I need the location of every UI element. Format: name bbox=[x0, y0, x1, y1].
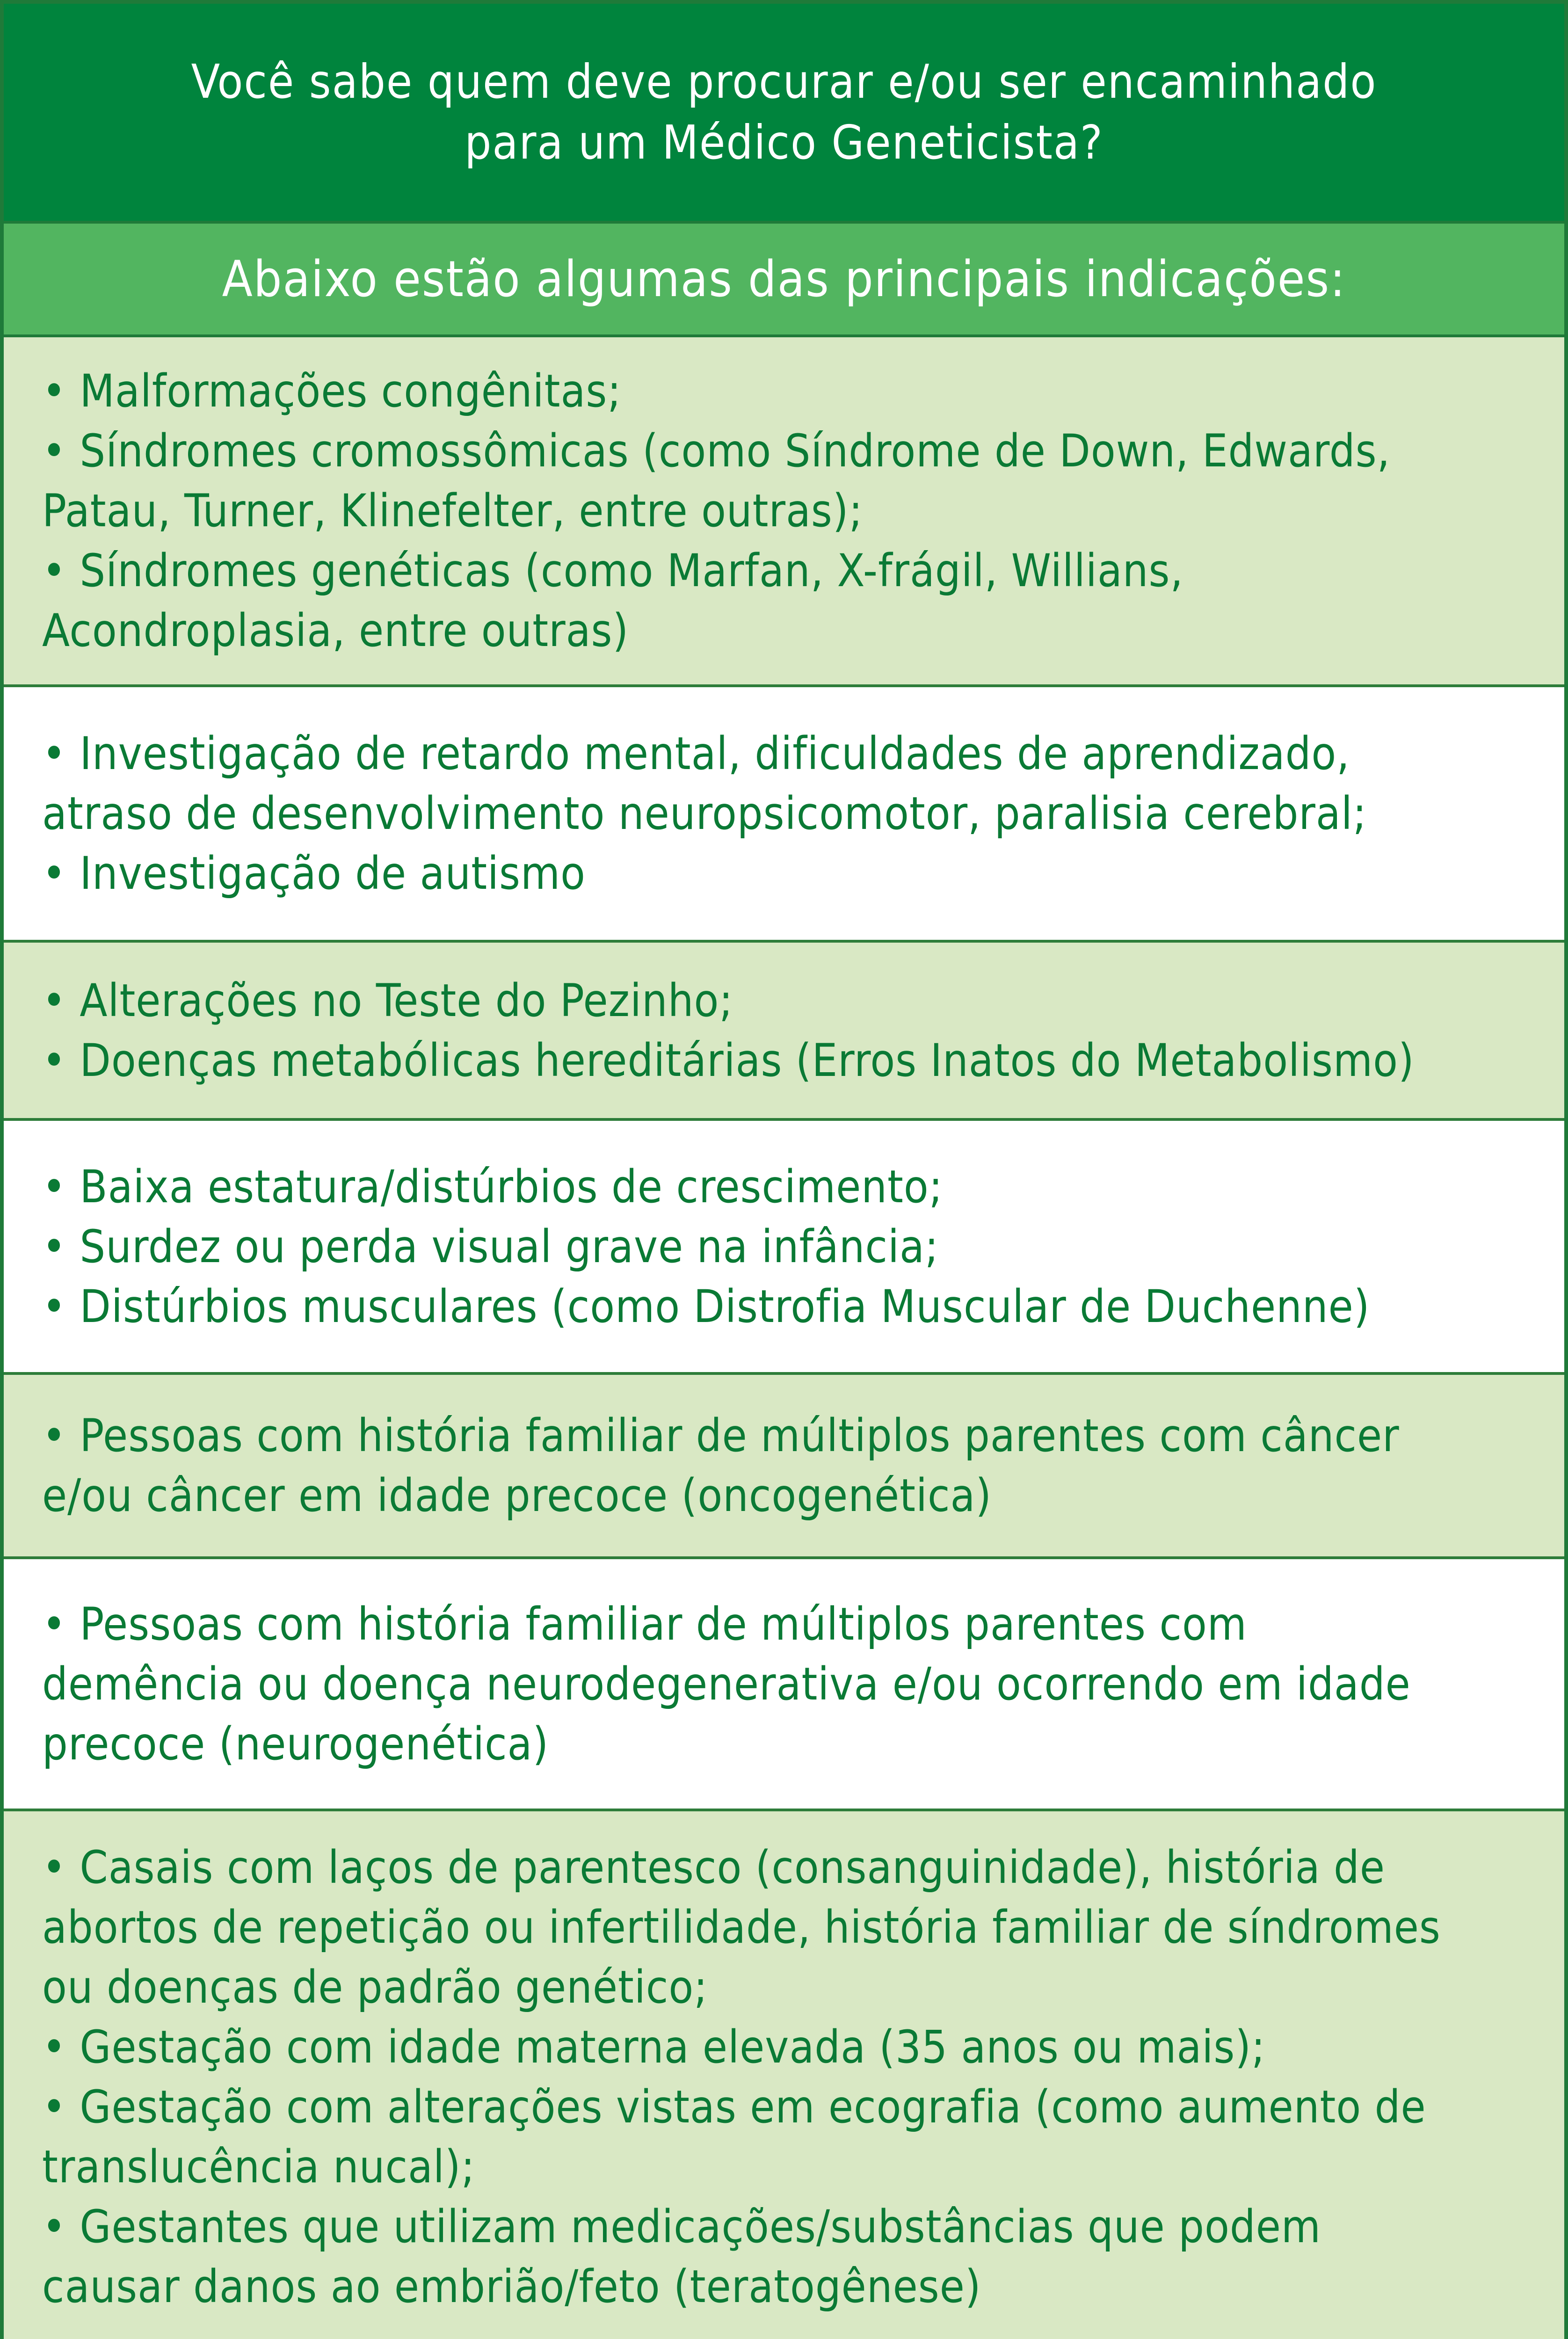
list-item-line: Acondroplasia, entre outras) bbox=[42, 604, 629, 657]
title-line-1: Você sabe quem deve procurar e/ou ser encaminhado bbox=[191, 54, 1377, 109]
list-item-line: precoce (neurogenética) bbox=[42, 1717, 549, 1770]
list-item-line: e/ou câncer em idade precoce (oncogenética) bbox=[42, 1469, 992, 1522]
list-item-line: translucência nucal); bbox=[42, 2140, 475, 2193]
list-item-line: causar danos ao embrião/feto (teratogênese) bbox=[42, 2260, 981, 2313]
list-item-line: • Baixa estatura/distúrbios de crescimento; bbox=[42, 1160, 943, 1213]
list-item-line: • Alterações no Teste do Pezinho; bbox=[42, 974, 733, 1027]
list-item-line: • Doenças metabólicas hereditárias (Erros Inatos do Metabolismo) bbox=[42, 1034, 1415, 1087]
list-item-line: • Síndromes cromossômicas (como Síndrome de Down, Edwards, bbox=[42, 425, 1390, 477]
list-item-line: • Distúrbios musculares (como Distrofia Muscular de Duchenne) bbox=[42, 1280, 1370, 1333]
indication-row-development bbox=[4, 687, 1564, 943]
indication-row-neurogenetics bbox=[4, 1559, 1564, 1811]
list-item-line: demência ou doença neurodegenerativa e/ou ocorrendo em idade bbox=[42, 1657, 1411, 1710]
section-subtitle: Abaixo estão algumas das principais indicações: bbox=[4, 221, 1564, 337]
list-item-line: Patau, Turner, Klinefelter, entre outras); bbox=[42, 485, 863, 537]
indication-row-reproductive bbox=[4, 1811, 1564, 2339]
indication-row-metabolic bbox=[4, 943, 1564, 1121]
list-item-line: • Gestantes que utilizam medicações/substâncias que podem bbox=[42, 2200, 1321, 2253]
list-item-line: • Gestação com idade materna elevada (35 anos ou mais); bbox=[42, 2020, 1266, 2073]
page-title bbox=[4, 4, 1564, 221]
title-line-2: para um Médico Geneticista? bbox=[465, 115, 1103, 170]
indication-row-growth-sensory bbox=[4, 1121, 1564, 1375]
list-item-line: • Malformações congênitas; bbox=[42, 365, 622, 417]
list-item-line: • Síndromes genéticas (como Marfan, X-frágil, Willians, bbox=[42, 545, 1183, 597]
list-item-line: atraso de desenvolvimento neuropsicomotor, paralisia cerebral; bbox=[42, 787, 1367, 840]
list-item-line: • Gestação com alterações vistas em ecografia (como aumento de bbox=[42, 2080, 1426, 2133]
list-item-line: • Surdez ou perda visual grave na infância; bbox=[42, 1220, 939, 1273]
list-item-line: abortos de repetição ou infertilidade, história familiar de síndromes bbox=[42, 1901, 1441, 1954]
list-item-line: • Pessoas com história familiar de múltiplos parentes com câncer bbox=[42, 1409, 1400, 1462]
indication-row-oncogenetics bbox=[4, 1375, 1564, 1559]
list-item-line: • Casais com laços de parentesco (consanguinidade), história de bbox=[42, 1841, 1386, 1894]
indication-row-malformations bbox=[4, 337, 1564, 687]
list-item-line: • Investigação de autismo bbox=[42, 847, 586, 900]
list-item-line: • Pessoas com história familiar de múltiplos parentes com bbox=[42, 1598, 1247, 1650]
list-item-line: ou doenças de padrão genético; bbox=[42, 1961, 708, 2013]
list-item-line: • Investigação de retardo mental, dificuldades de aprendizado, bbox=[42, 727, 1350, 780]
